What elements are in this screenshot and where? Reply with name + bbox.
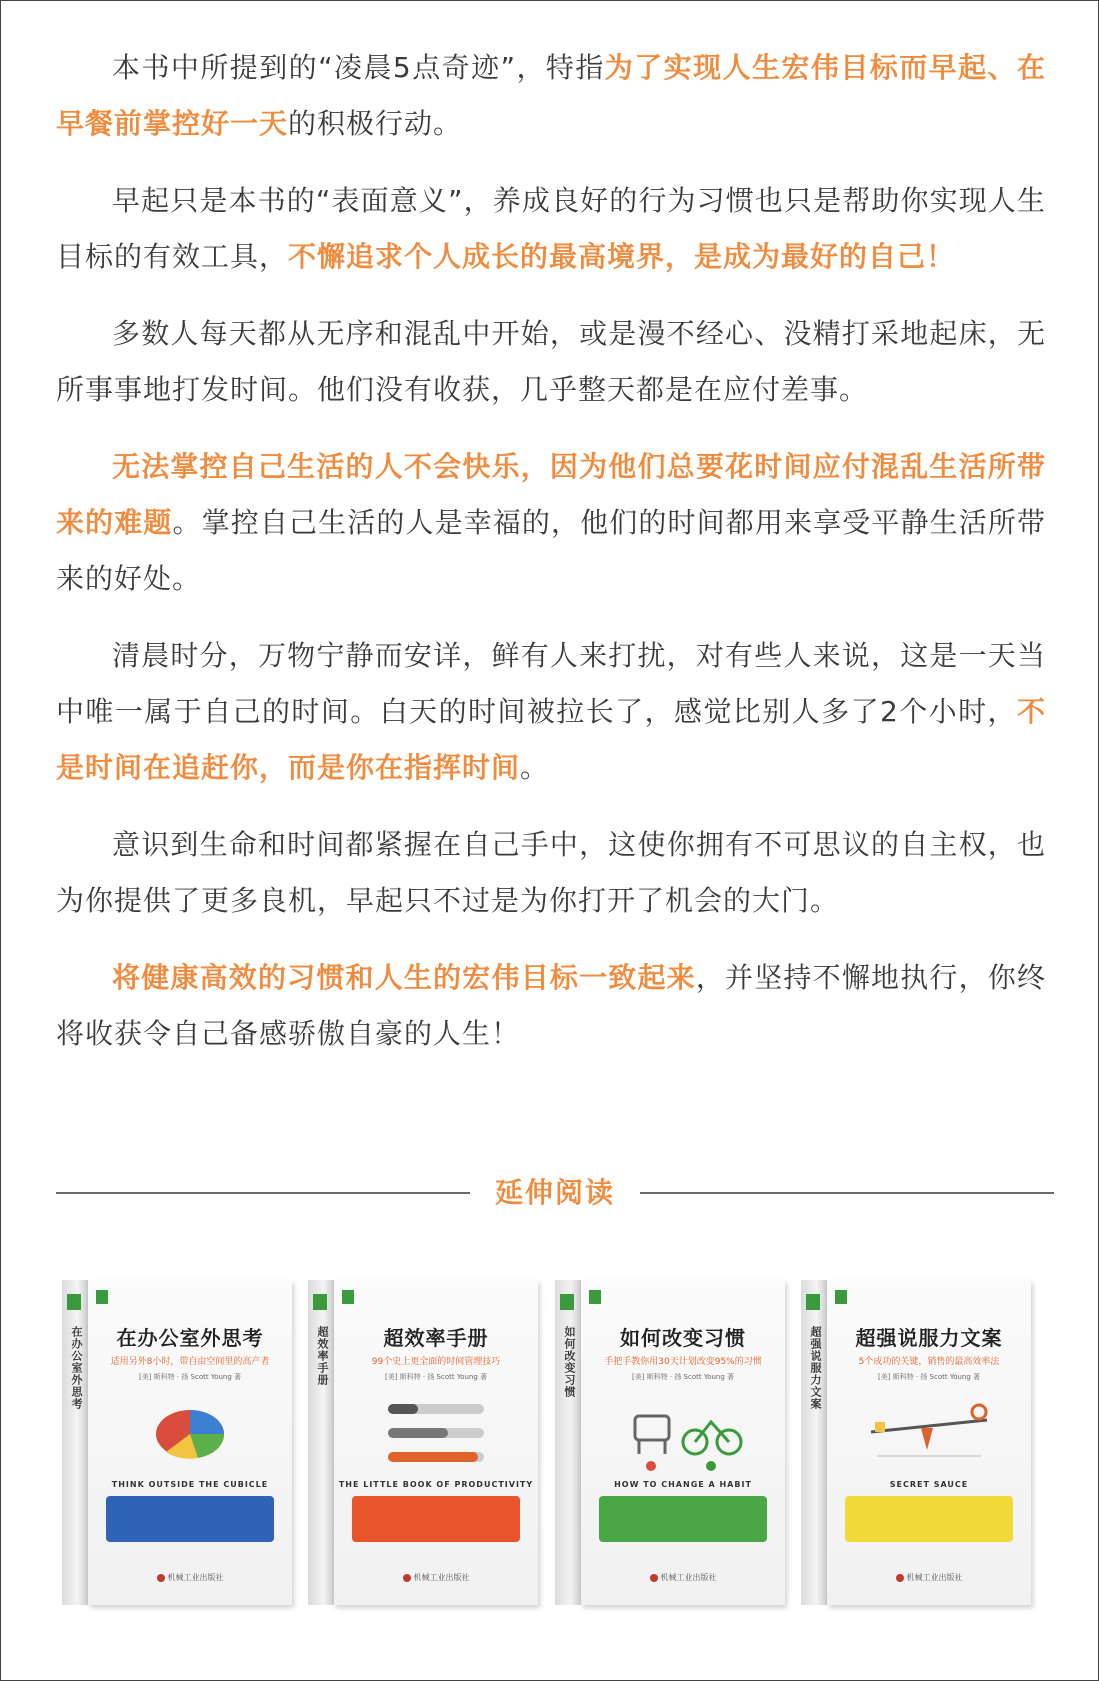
publisher-name: 机械工业出版社 <box>906 1573 963 1582</box>
book-blurb-box <box>599 1496 767 1542</box>
paragraph-text: 多数人每天都从无序和混乱中开始，或是漫不经心、没精打采地起床，无所事事地打发时间。他们没有收获，几乎整天都是在应付差事。 <box>56 317 1046 406</box>
paragraph-text: 意识到生命和时间都紧握在自己手中，这使你拥有不可思议的自主权，也为你提供了更多良机，早起只不过是为你打开了机会的大门。 <box>56 828 1046 917</box>
publisher-logo-icon <box>835 1290 847 1304</box>
book-front <box>88 1280 292 1605</box>
spine-title: 如何改变习惯 <box>563 1326 576 1398</box>
book-english-title: SECRET SAUCE <box>889 1480 969 1489</box>
book-front <box>827 1280 1031 1605</box>
book-blurb-box <box>352 1496 520 1542</box>
book-english-title: THINK OUTSIDE THE CUBICLE <box>111 1480 269 1489</box>
book-title: 在办公室外思考 <box>116 1326 264 1350</box>
spine-title: 超强说服力文案 <box>809 1326 822 1410</box>
paragraph-text: 早起只是本书的“表面意义”，养成良好的行为习惯也只是帮助你实现人生目标的有效工具， <box>56 184 1046 273</box>
paragraph-text: ，并坚持不懈地执行，你终将收获令自己备感骄傲自豪的人生！ <box>56 961 1046 1050</box>
book-spine <box>62 1280 89 1605</box>
book-cover-item[interactable] <box>801 1280 1031 1605</box>
book-publisher <box>581 1572 785 1583</box>
extended-reading-title: 延伸阅读 <box>494 1176 615 1209</box>
publisher-name: 机械工业出版社 <box>167 1573 224 1582</box>
book-spine <box>308 1280 335 1605</box>
paragraph <box>56 817 1046 929</box>
publisher-logo-icon <box>342 1290 354 1304</box>
book-blurb-box <box>106 1496 274 1542</box>
pie-chart-illustration-icon <box>118 1392 262 1472</box>
publisher-mark-icon <box>403 1574 411 1582</box>
publisher-logo-icon <box>96 1290 108 1304</box>
paragraph-text: 本书中所提到的“凌晨5点奇迹”，特指 <box>112 51 605 84</box>
book-spine <box>555 1280 582 1605</box>
publisher-mark-icon <box>896 1574 904 1582</box>
highlighted-text: 将健康高效的习惯和人生的宏伟目标一致起来 <box>112 961 696 994</box>
book-blurb-box <box>845 1496 1013 1542</box>
chair-bike-illustration-icon <box>611 1392 755 1472</box>
book-cover-item[interactable] <box>555 1280 785 1605</box>
book-publisher <box>827 1572 1031 1583</box>
book-author: [美] 斯科特 · 扬 Scott Young 著 <box>877 1373 981 1381</box>
extended-reading-header <box>56 1168 1054 1218</box>
paragraph-text: 清晨时分，万物宁静而安详，鲜有人来打扰，对有些人来说，这是一天当中唯一属于自己的时间。白天的时间被拉长了，感觉比别人多了2个小时， <box>56 639 1046 728</box>
paragraph-text: 。掌控自己生活的人是幸福的，他们的时间都用来享受平静生活所带来的好处。 <box>56 506 1046 595</box>
book-subtitle: 99个史上更全面的时间管理技巧 <box>371 1357 501 1367</box>
publisher-logo-icon <box>560 1294 574 1310</box>
publisher-mark-icon <box>650 1574 658 1582</box>
publisher-logo-icon <box>589 1290 601 1304</box>
paragraph-text: 。 <box>520 751 550 784</box>
book-front <box>581 1280 785 1605</box>
book-cover-item[interactable] <box>62 1280 292 1605</box>
book-author: [美] 斯科特 · 扬 Scott Young 著 <box>384 1373 488 1381</box>
publisher-mark-icon <box>157 1574 165 1582</box>
body-text <box>56 40 1046 1083</box>
highlighted-text: 无法掌控自己生活的人不会快乐，因为他们总要花时间应付混乱生活所带来的难题 <box>56 450 1046 539</box>
book-title: 超效率手册 <box>383 1326 489 1350</box>
paragraph <box>56 40 1046 152</box>
book-subtitle: 5个成功的关键，销售的最高效率法 <box>858 1357 1000 1367</box>
paragraph <box>56 628 1046 796</box>
book-publisher <box>334 1572 538 1583</box>
paragraph <box>56 439 1046 607</box>
publisher-logo-icon <box>67 1294 81 1310</box>
publisher-logo-icon <box>313 1294 327 1310</box>
paragraph-text: 的积极行动。 <box>288 107 463 140</box>
book-subtitle: 适用另外8小时，带自由空间里的高产者 <box>110 1357 270 1367</box>
highlighted-text: 不是时间在追赶你，而是你在指挥时间 <box>56 695 1046 784</box>
book-cover-item[interactable] <box>308 1280 538 1605</box>
book-publisher <box>88 1572 292 1583</box>
progress-bars-illustration-icon <box>364 1392 508 1472</box>
book-subtitle: 手把手教你用30天计划改变95%的习惯 <box>604 1357 762 1367</box>
paragraph <box>56 950 1046 1062</box>
book-english-title: THE LITTLE BOOK OF PRODUCTIVITY <box>338 1480 534 1489</box>
book-list <box>62 1280 1052 1610</box>
book-front <box>334 1280 538 1605</box>
book-spine <box>801 1280 828 1605</box>
spine-title: 在办公室外思考 <box>70 1326 83 1410</box>
paragraph <box>56 306 1046 418</box>
header-rule-right <box>640 1192 1054 1194</box>
book-author: [美] 斯科特 · 扬 Scott Young 著 <box>138 1373 242 1381</box>
publisher-name: 机械工业出版社 <box>413 1573 470 1582</box>
book-title: 如何改变习惯 <box>620 1326 746 1350</box>
highlighted-text: 不懈追求个人成长的最高境界，是成为最好的自己！ <box>288 240 956 273</box>
seesaw-illustration-icon <box>857 1392 1001 1472</box>
paragraph <box>56 173 1046 285</box>
highlighted-text: 为了实现人生宏伟目标而早起、在早餐前掌控好一天 <box>56 51 1046 140</box>
spine-title: 超效率手册 <box>316 1326 329 1386</box>
publisher-logo-icon <box>806 1294 820 1310</box>
book-author: [美] 斯科特 · 扬 Scott Young 著 <box>631 1373 735 1381</box>
book-english-title: HOW TO CHANGE A HABIT <box>614 1480 752 1489</box>
publisher-name: 机械工业出版社 <box>660 1573 717 1582</box>
header-rule-left <box>56 1192 470 1194</box>
book-title: 超强说服力文案 <box>855 1326 1003 1350</box>
